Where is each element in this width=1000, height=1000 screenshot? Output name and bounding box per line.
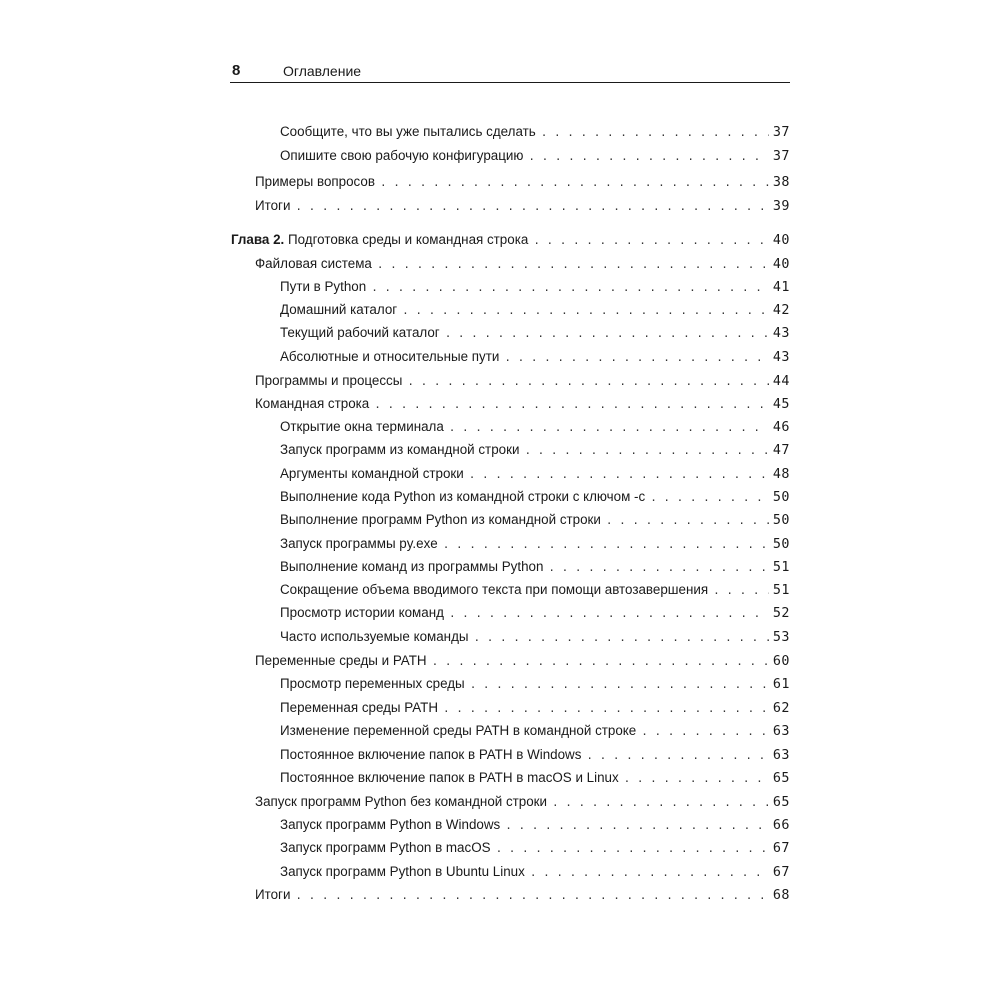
toc-entry bbox=[255, 172, 790, 192]
toc-page-number: 63 bbox=[772, 748, 790, 763]
toc-page-number: 47 bbox=[772, 443, 790, 458]
toc-entry-title: Выполнение программ Python из командной строки bbox=[280, 512, 601, 527]
toc-entry bbox=[280, 347, 790, 367]
toc-page-number: 65 bbox=[772, 771, 790, 786]
toc-entry bbox=[280, 603, 790, 623]
toc-entry bbox=[280, 815, 790, 835]
toc-entry-title: Сокращение объема вводимого текста при помощи автозавершения bbox=[280, 582, 709, 597]
dot-leader bbox=[371, 278, 769, 298]
toc-entry bbox=[255, 885, 790, 905]
toc-page-number: 48 bbox=[772, 467, 790, 482]
toc-entry-title: Файловая система bbox=[255, 256, 372, 271]
toc-entry bbox=[255, 394, 790, 414]
dot-leader bbox=[624, 769, 769, 789]
dot-leader bbox=[432, 652, 769, 672]
toc-entry bbox=[280, 580, 790, 600]
toc-entry-title: Итоги bbox=[255, 887, 291, 902]
toc-page-number: 39 bbox=[772, 199, 790, 214]
dot-leader bbox=[470, 675, 769, 695]
dot-leader bbox=[449, 604, 769, 624]
dot-leader bbox=[552, 793, 769, 813]
toc-page-number: 40 bbox=[772, 233, 790, 248]
dot-leader bbox=[713, 581, 769, 601]
toc-entry-title: Программы и процессы bbox=[255, 373, 403, 388]
toc-entry-title: Текущий рабочий каталог bbox=[280, 325, 440, 340]
dot-leader bbox=[505, 816, 769, 836]
toc-entry bbox=[280, 721, 790, 741]
toc-page-number: 51 bbox=[772, 560, 790, 575]
toc-entry bbox=[280, 277, 790, 297]
toc-entry-title: Запуск программы py.exe bbox=[280, 536, 438, 551]
toc-entry bbox=[280, 627, 790, 647]
toc-page-number: 41 bbox=[772, 280, 790, 295]
dot-leader bbox=[295, 197, 768, 217]
dot-leader bbox=[443, 535, 769, 555]
toc-entry bbox=[255, 651, 790, 671]
toc-entry bbox=[280, 122, 790, 142]
dot-leader bbox=[449, 418, 769, 438]
toc-page-number: 68 bbox=[772, 888, 790, 903]
toc-page-number: 53 bbox=[772, 630, 790, 645]
dot-leader bbox=[496, 839, 769, 859]
dot-leader bbox=[374, 395, 769, 415]
toc-entry-title: Выполнение команд из программы Python bbox=[280, 559, 544, 574]
toc-entry-title: Запуск программ Python в Windows bbox=[280, 817, 501, 832]
dot-leader bbox=[469, 465, 769, 485]
toc-entry-title: Запуск программ из командной строки bbox=[280, 442, 520, 457]
toc-entry bbox=[280, 862, 790, 882]
toc-entry bbox=[231, 230, 790, 250]
dot-leader bbox=[530, 863, 769, 883]
toc-entry-title: Запуск программ Python в macOS bbox=[280, 840, 491, 855]
toc-page-number: 40 bbox=[772, 257, 790, 272]
toc-page-number: 43 bbox=[772, 350, 790, 365]
toc-page-number: 67 bbox=[772, 865, 790, 880]
toc-page-number: 63 bbox=[772, 724, 790, 739]
toc-entry bbox=[255, 371, 790, 391]
dot-leader bbox=[474, 628, 769, 648]
toc-page-number: 65 bbox=[772, 795, 790, 810]
toc-entry-title: Пути в Python bbox=[280, 279, 367, 294]
toc-page-number: 38 bbox=[772, 175, 790, 190]
toc-entry-title: Постоянное включение папок в PATH в Windows bbox=[280, 747, 582, 762]
dot-leader bbox=[504, 348, 769, 368]
toc-entry bbox=[280, 487, 790, 507]
toc-page-number: 43 bbox=[772, 326, 790, 341]
dot-leader bbox=[586, 746, 768, 766]
toc-entry-title: Абсолютные и относительные пути bbox=[280, 349, 500, 364]
toc-page-number: 50 bbox=[772, 513, 790, 528]
dot-leader bbox=[528, 147, 768, 167]
toc-entry-title: Аргументы командной строки bbox=[280, 466, 464, 481]
toc-page-number: 52 bbox=[772, 606, 790, 621]
toc-page-number: 45 bbox=[772, 397, 790, 412]
dot-leader bbox=[533, 231, 769, 251]
toc-entry bbox=[280, 534, 790, 554]
page-number: 8 bbox=[232, 62, 241, 79]
toc-entry-title: Опишите свою рабочую конфигурацию bbox=[280, 148, 524, 163]
dot-leader bbox=[380, 173, 769, 193]
toc-page-number: 50 bbox=[772, 490, 790, 505]
toc-entry-title: Открытие окна терминала bbox=[280, 419, 444, 434]
toc-page-number: 50 bbox=[772, 537, 790, 552]
dot-leader bbox=[524, 441, 768, 461]
toc-entry-title: Запуск программ Python без командной строки bbox=[255, 794, 548, 809]
toc-entry bbox=[280, 440, 790, 460]
dot-leader bbox=[295, 886, 768, 906]
toc-entry-title: Переменные среды и PATH bbox=[255, 653, 427, 668]
toc-page-number: 44 bbox=[772, 374, 790, 389]
toc-entry bbox=[280, 745, 790, 765]
dot-leader bbox=[402, 301, 769, 321]
toc-entry-title: Глава 2. Подготовка среды и командная строка bbox=[231, 232, 529, 247]
toc-entry-title: Домашний каталог bbox=[280, 302, 398, 317]
toc-entry bbox=[280, 323, 790, 343]
toc-entry-title: Просмотр переменных среды bbox=[280, 676, 465, 691]
toc-entry bbox=[280, 146, 790, 166]
toc-entry-title: Изменение переменной среды PATH в командной строке bbox=[280, 723, 637, 738]
toc-entry bbox=[280, 510, 790, 530]
toc-page-number: 37 bbox=[772, 125, 790, 140]
dot-leader bbox=[641, 722, 769, 742]
toc-entry bbox=[255, 254, 790, 274]
toc-page-number: 42 bbox=[772, 303, 790, 318]
toc-entry bbox=[255, 196, 790, 216]
running-title: Оглавление bbox=[283, 63, 362, 79]
toc-entry-title: Запуск программ Python в Ubuntu Linux bbox=[280, 864, 525, 879]
toc-entry-title: Примеры вопросов bbox=[255, 174, 375, 189]
dot-leader bbox=[443, 699, 769, 719]
toc-entry-title: Выполнение кода Python из командной строки с ключом -c bbox=[280, 489, 646, 504]
toc-entry-title: Часто используемые команды bbox=[280, 629, 469, 644]
toc-page-number: 37 bbox=[772, 149, 790, 164]
toc-entry bbox=[280, 300, 790, 320]
toc-entry-title: Просмотр истории команд bbox=[280, 605, 444, 620]
dot-leader bbox=[541, 123, 769, 143]
toc-page-number: 62 bbox=[772, 701, 790, 716]
toc-entry bbox=[280, 464, 790, 484]
toc-page-number: 51 bbox=[772, 583, 790, 598]
toc-page-number: 46 bbox=[772, 420, 790, 435]
chapter-label: Глава 2. bbox=[231, 232, 285, 247]
toc-entry bbox=[280, 698, 790, 718]
toc-entry-title: Сообщите, что вы уже пытались сделать bbox=[280, 124, 536, 139]
dot-leader bbox=[548, 558, 768, 578]
toc-entry-title: Итоги bbox=[255, 198, 291, 213]
toc-entry bbox=[280, 768, 790, 788]
dot-leader bbox=[650, 488, 769, 508]
toc-page-number: 61 bbox=[772, 677, 790, 692]
toc-entry-title: Переменная среды PATH bbox=[280, 700, 439, 715]
dot-leader bbox=[445, 324, 769, 344]
dot-leader bbox=[407, 372, 768, 392]
toc-entry bbox=[280, 557, 790, 577]
toc-entry-title: Командная строка bbox=[255, 396, 370, 411]
toc-entry bbox=[255, 792, 790, 812]
toc-entry bbox=[280, 674, 790, 694]
toc-entry bbox=[280, 417, 790, 437]
toc-page-number: 66 bbox=[772, 818, 790, 833]
dot-leader bbox=[377, 255, 769, 275]
toc-page-number: 67 bbox=[772, 841, 790, 856]
page-header bbox=[230, 60, 790, 83]
toc-entry bbox=[280, 838, 790, 858]
toc-entry-title: Постоянное включение папок в PATH в macOS и Linux bbox=[280, 770, 619, 785]
toc-page-number: 60 bbox=[772, 654, 790, 669]
dot-leader bbox=[606, 511, 769, 531]
